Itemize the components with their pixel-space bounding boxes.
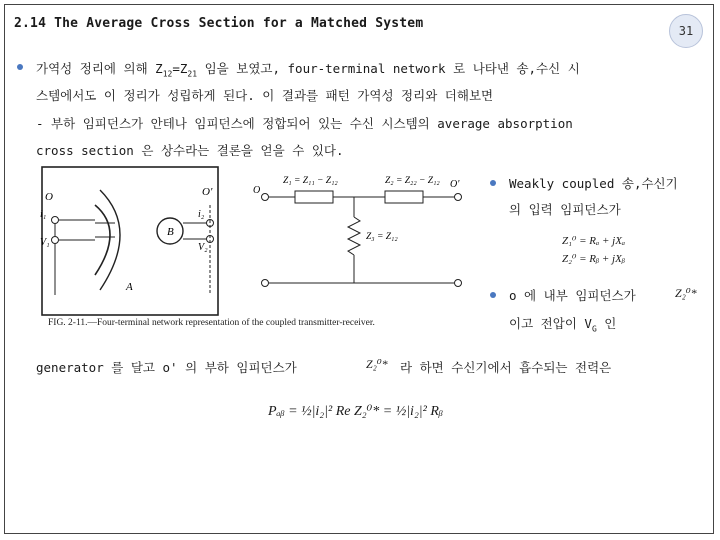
z2-impedance <box>385 191 423 203</box>
label-z3: Z₃ = Z₁₂ <box>366 232 398 242</box>
t-net-left-bottom-terminal <box>262 280 269 287</box>
t-net-right-bottom-terminal <box>455 280 462 287</box>
body-line-1 <box>36 59 580 79</box>
figure-caption: FIG. 2-11.—Four-terminal network representation of the coupled transmitter-receiver. <box>48 318 375 328</box>
label-o-prime-node: O' <box>450 179 460 190</box>
circuit-diagram <box>40 165 470 337</box>
t-net-left-top-terminal <box>262 194 269 201</box>
voltage-rest: 인 <box>596 316 617 331</box>
label-z2: Z₂ = Z₂₂ − Z₁₂ <box>385 176 440 186</box>
label-z1: Z₁ = Z₁₁ − Z₁₂ <box>283 176 338 186</box>
z1-input-formula: Z₁⁰ = Rₐ + jXₐ <box>562 235 626 247</box>
body-line-2: 스템에서도 이 정리가 성립하게 된다. 이 결과를 패턴 가역성 정리와 더해보면 <box>36 88 494 103</box>
weak-coupled-line-2: 의 입력 임피던스가 <box>509 202 621 217</box>
label-a: A <box>126 281 133 293</box>
body-line-4: cross section 은 상수라는 결론을 얻을 수 있다. <box>36 143 344 158</box>
bullet-marker <box>490 180 496 186</box>
circuit-figure <box>40 165 470 337</box>
label-i1: i₁ <box>40 209 47 220</box>
slide-title: 2.14 The Average Cross Section for a Matched System <box>14 16 424 31</box>
antenna-a-reflector <box>95 205 110 275</box>
z2-conjugate-symbol: Z₂⁰* <box>675 286 697 300</box>
line1-text: 가역성 정리에 의해 Z <box>36 61 163 76</box>
generator-line-a: generator 를 달고 o' 의 부하 임피던스가 <box>36 360 297 375</box>
label-i2: i₂ <box>198 209 205 220</box>
line1-mid: =Z <box>172 61 188 76</box>
generator-z2-symbol: Z₂⁰* <box>366 357 388 371</box>
line1-rest: 임을 보였고, four-terminal network 로 나타낸 송,수신 시 <box>197 61 580 76</box>
bullet-marker <box>17 64 23 70</box>
absorbed-power-formula: Pₐᵦ = ½|i₂|² Re Z₂⁰* = ½|i₂|² Rᵦ <box>268 404 443 419</box>
t-net-right-top-terminal <box>455 194 462 201</box>
bullet-marker <box>490 292 496 298</box>
label-b: B <box>167 226 174 238</box>
port1-top-terminal <box>52 217 59 224</box>
voltage-text: 이고 전압이 V <box>509 316 592 331</box>
voltage-line <box>509 314 616 334</box>
subscript-21: 21 <box>187 69 198 79</box>
z3-impedance <box>348 217 360 255</box>
page-number: 31 <box>669 14 703 48</box>
subscript-g: G <box>591 324 597 334</box>
port1-bottom-terminal <box>52 237 59 244</box>
z1-impedance <box>295 191 333 203</box>
subscript-12: 12 <box>162 69 173 79</box>
label-o-prime: O' <box>202 186 213 198</box>
label-o-node: O <box>253 185 261 196</box>
z2-input-formula: Z₂⁰ = Rᵦ + jXᵦ <box>562 253 625 265</box>
generator-line-b: 라 하면 수신기에서 흡수되는 전력은 <box>400 360 612 375</box>
label-v1: V₁ <box>40 237 50 248</box>
weak-coupled-line-1: Weakly coupled 송,수신기 <box>509 176 678 191</box>
o-impedance-line: o 에 내부 임피던스가 <box>509 288 636 303</box>
label-o: O <box>45 191 53 203</box>
body-line-3: - 부하 임피던스가 안테나 임피던스에 정합되어 있는 수신 시스템의 average absorption <box>36 116 573 131</box>
label-v2: V₂ <box>198 242 208 253</box>
